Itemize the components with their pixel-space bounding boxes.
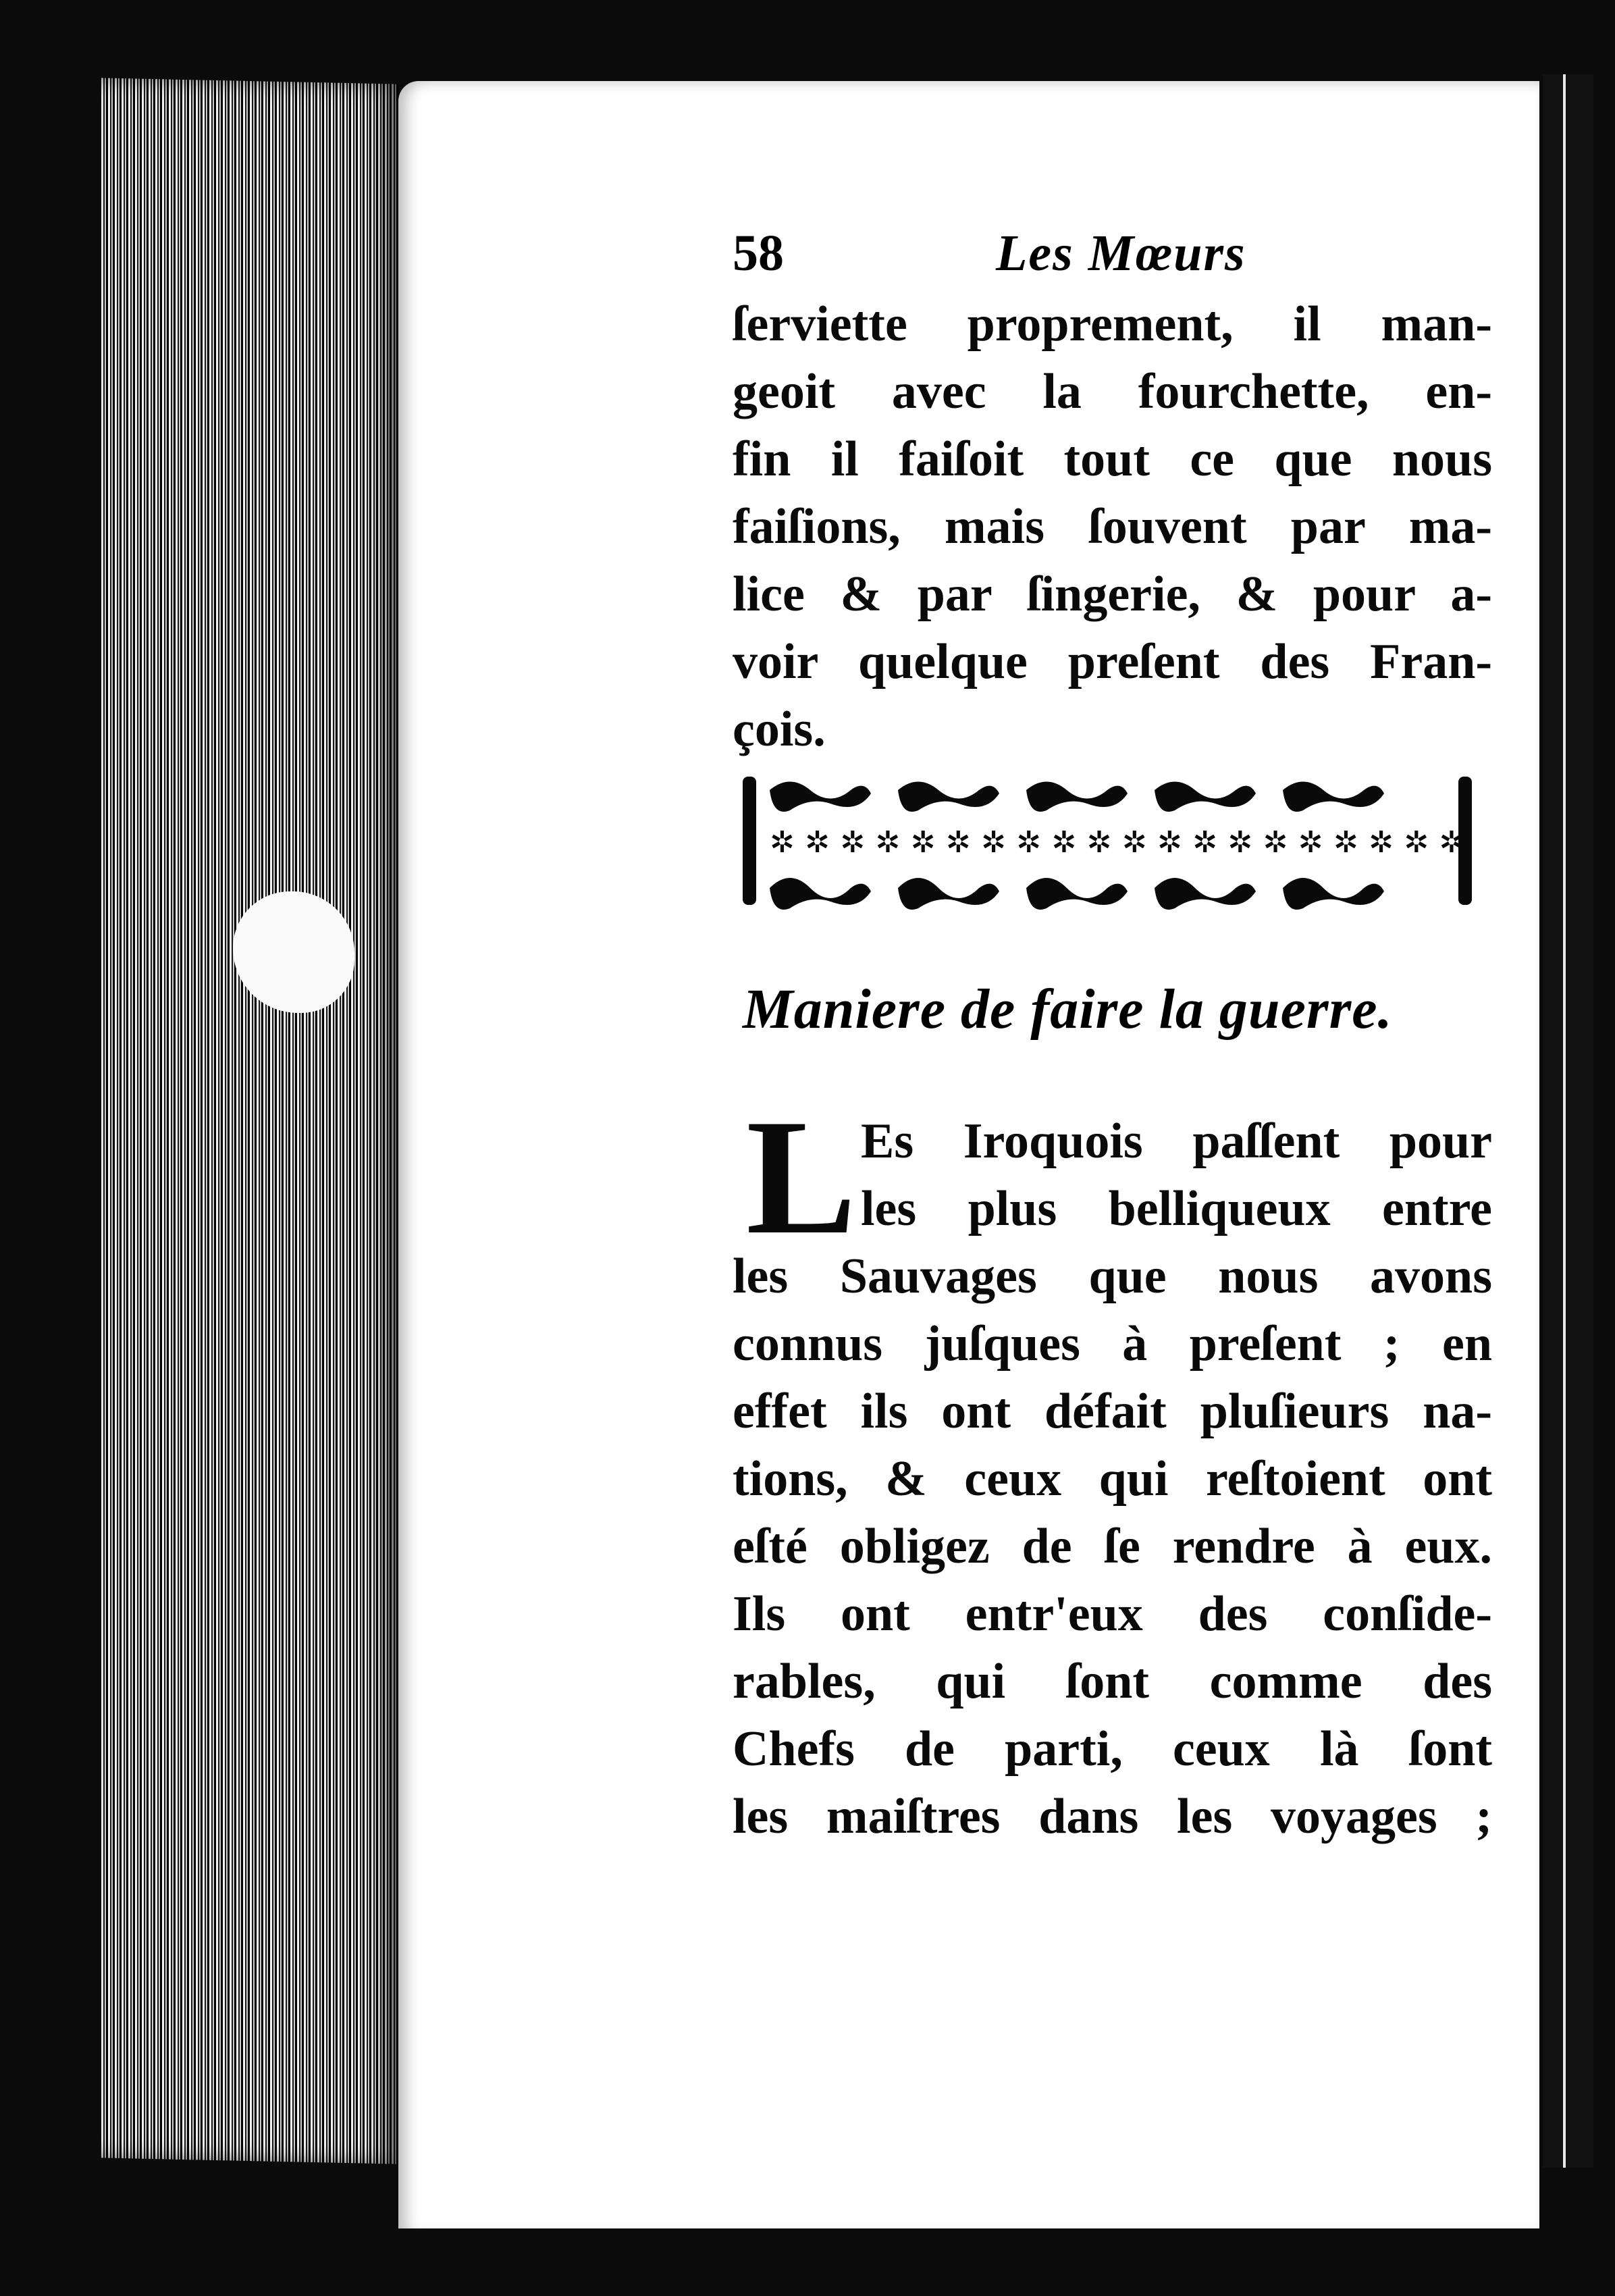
ornament-bottom-row [770, 878, 1384, 910]
facing-page-edge [1543, 74, 1593, 2168]
text-line: Es Iroquois paſſent pour [861, 1114, 1492, 1169]
text-line: les Sauvages que nous avons [733, 1249, 1492, 1304]
text-line: les maiſtres dans les voyages ; [733, 1789, 1492, 1844]
text-line: eſté obligez de ſe rendre à eux. [733, 1519, 1492, 1574]
bottom-shadow [398, 2228, 1546, 2296]
text-line: tions, & ceux qui reſtoient ont [733, 1451, 1492, 1507]
page-header [733, 223, 1300, 284]
text-line: les plus belliqueux entre [861, 1181, 1492, 1236]
text-line: geoit avec la fourchette, en- [733, 364, 1492, 419]
ornament-top-row [770, 782, 1384, 812]
text-line: lice & par ſingerie, & pour a- [733, 567, 1492, 622]
section-heading: Maniere de faire la guerre. [743, 978, 1393, 1041]
drop-cap: L [746, 1085, 857, 1268]
text-line: ſerviette proprement, il man- [733, 296, 1492, 352]
text-line: rables, qui ſont comme des [733, 1654, 1492, 1709]
text-line: fin il faiſoit tout ce que nous [733, 432, 1492, 487]
page-number: 58 [733, 225, 784, 282]
text-line-last: çois. [733, 702, 826, 757]
text-line: faiſions, mais ſouvent par ma- [733, 499, 1492, 554]
ornament-band [743, 770, 1472, 912]
text-line: Ils ont entr'eux des conſide- [733, 1586, 1492, 1642]
text-line: voir quelque preſent des Fran- [733, 634, 1492, 689]
text-line: connus juſques à preſent ; en [733, 1316, 1492, 1372]
svg-text:✲ ✲ ✲ ✲ ✲ ✲ ✲ ✲ ✲ ✲ ✲ ✲ ✲ ✲ ✲: ✲ ✲ ✲ ✲ ✲ ✲ ✲ ✲ ✲ ✲ ✲ ✲ ✲ ✲ ✲ ✲ ✲ ✲ ✲ ✲ [770, 825, 1464, 860]
text-line: effet ils ont défait pluſieurs na- [733, 1384, 1492, 1439]
text-line: Chefs de parti, ceux là ſont [733, 1721, 1492, 1777]
ornament-star-row [770, 825, 1464, 860]
running-head: Les Mœurs [996, 225, 1246, 282]
page-stack-edges [101, 78, 398, 2164]
